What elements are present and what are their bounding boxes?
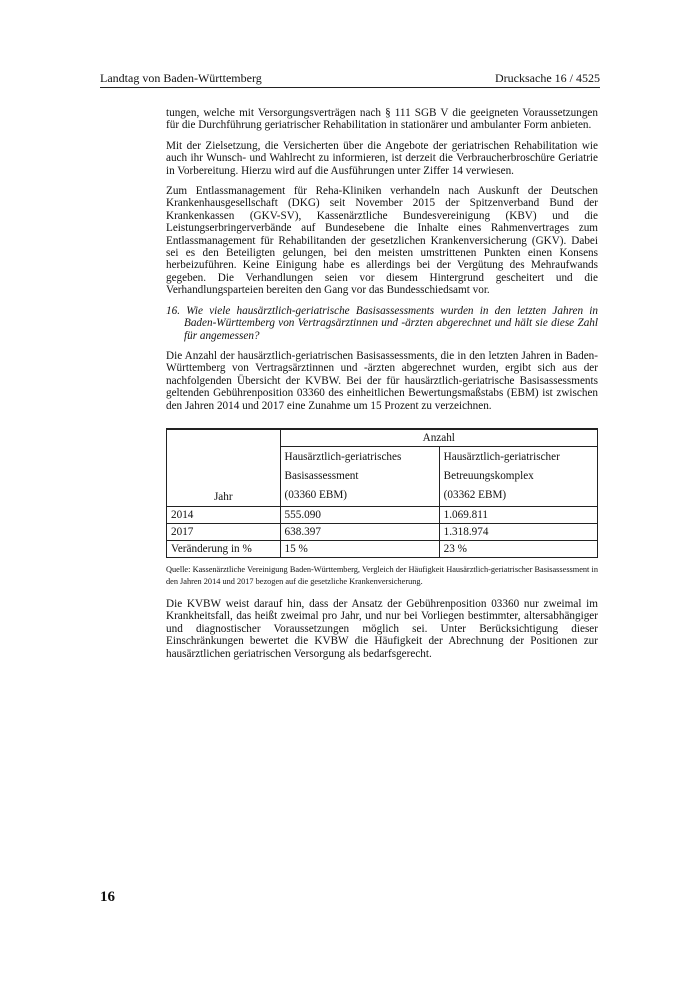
paragraph-3: Zum Entlassmanagement für Reha-Kliniken verhandeln nach Auskunft der Deutschen Krankenhausgesellschaft (DKG) seit November 2015 der Spitzenverband Bund der Krankenkassen (GKV-SV), Kassenärztliche Bundesvereinigung (KBV) und die Leistungserbringerverbände auf Bundesebene die Inhalte eines Rahmenvertrages zum Entlassmanagement für Rehabilitanden der gesetzlichen Krankenversicherung (GKV). Dabei sei es den Beteiligten gelungen, bei den meisten umstrittenen Punkten einen Konsens herbeizuführen. Keine Einigung habe es allerdings bei der Vergütung des Mehraufwands gegeben. Die Verhandlungen seien vor diesem Hintergrund gescheitert und die Verhandlungsparteien bereiten den Gang vor das Bundesschiedsamt vor. [166,185,598,297]
document-body [166,107,598,668]
header-institution: Landtag von Baden-Württemberg [100,71,262,85]
table-header-col2: Hausärztlich-geriatrischer Betreuungskomplex (03362 EBM) [439,446,597,506]
header-rule [100,87,600,88]
assessment-table [166,428,598,558]
paragraph-5: Die KVBW weist darauf hin, dass der Ansatz der Gebührenposition 03360 nur zweimal im Krankheitsfall, das heißt zweimal pro Jahr, und nur bei Vorliegen bestimmter, altersabhängiger und diagnostischer Voraussetzungen möglich sei. Unter Berücksichtigung dieser Einschränkungen bewertet die KVBW die Häufigkeit der Abrechnung der Positionen zur hausärztlichen geriatrischen Versorgung als bedarfsgerecht. [166,597,598,660]
page-header [100,70,600,86]
table-row: 2017 638.397 1.318.974 [167,523,598,540]
table-header-year: Jahr [167,429,281,507]
table-header-col1: Hausärztlich-geriatrisches Basisassessment (03360 EBM) [280,446,439,506]
question-16: 16. Wie viele hausärztlich-geriatrische Basisassessments wurden in den letzten Jahren in Baden-Württemberg von Vertragsärztinnen und -ärzten abgerechnet und hält sie diese Zahl für angemessen? [166,304,598,342]
paragraph-4: Die Anzahl der hausärztlich-geriatrischen Basisassessments, die in den letzten Jahren in Baden-Württemberg von Vertragsärztinnen und -ärzten abgerechnet wurden, ergibt sich aus der nachfolgenden Übersicht der KVBW. Bei der für hausärztlich-geriatrische Basisassessments geltenden Gebührenposition 03360 des einheitlichen Bewertungsmaßstabs (EBM) ist zwischen den Jahren 2014 und 2017 eine Zunahme um 15 Prozent zu verzeichnen. [166,349,598,412]
paragraph-1: tungen, welche mit Versorgungsverträgen nach § 111 SGB V die geeigneten Voraussetzungen für die Durchführung geriatrischer Rehabilitation in stationärer und ambulanter Form anbieten. [166,107,598,132]
header-document-number: Drucksache 16 / 4525 [495,71,600,85]
table-row: 2014 555.090 1.069.811 [167,506,598,523]
page-number: 16 [100,889,115,905]
table-row: Veränderung in % 15 % 23 % [167,540,598,557]
table-header-group: Anzahl [280,429,597,447]
table-source-note: Quelle: Kassenärztliche Vereinigung Baden-Württemberg, Vergleich der Häufigkeit Hausärztlich-geriatrischer Basisassessment in den Jahren 2014 und 2017 bezogen auf die gesetzliche Krankenversicherung. [166,564,598,586]
paragraph-2: Mit der Zielsetzung, die Versicherten über die Angebote der geriatrischen Rehabilitation wie auch ihr Wunsch- und Wahlrecht zu informieren, ist derzeit die Verbraucherbroschüre Geriatrie in Vorbereitung. Hierzu wird auf die Ausführungen unter Ziffer 14 verwiesen. [166,139,598,177]
